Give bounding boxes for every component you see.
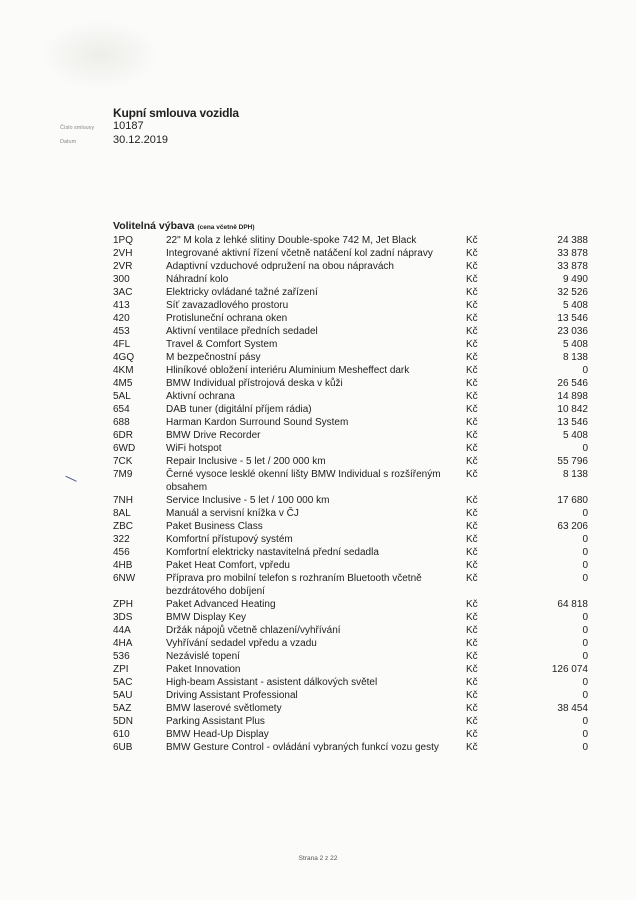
- equipment-price: 0: [582, 443, 588, 454]
- equipment-price: 13 546: [557, 313, 588, 324]
- equipment-description: Service Inclusive - 5 let / 100 000 km: [166, 495, 330, 506]
- faded-logo: [40, 20, 160, 90]
- equipment-price: 0: [582, 742, 588, 753]
- equipment-price: 8 138: [562, 469, 588, 480]
- equipment-currency: Kč: [466, 235, 478, 246]
- equipment-price: 5 408: [562, 430, 588, 441]
- equipment-description: BMW Individual přístrojová deska v kůži: [166, 378, 343, 389]
- equipment-description: BMW Display Key: [166, 612, 247, 623]
- equipment-row: [113, 403, 593, 416]
- equipment-currency: Kč: [466, 352, 478, 363]
- equipment-price: 0: [582, 690, 588, 701]
- equipment-currency: Kč: [466, 729, 478, 740]
- equipment-price: 126 074: [551, 664, 588, 675]
- equipment-currency: Kč: [466, 469, 478, 480]
- equipment-row: [113, 507, 593, 520]
- equipment-description: Hliníkové obložení interiéru Aluminium Mesheffect dark: [166, 365, 410, 376]
- equipment-description: Parking Assistant Plus: [166, 716, 265, 727]
- equipment-description: Paket Innovation: [166, 664, 241, 675]
- equipment-price: 32 526: [557, 287, 588, 298]
- equipment-description: Adaptivní vzduchové odpružení na obou nápravách: [166, 261, 394, 272]
- equipment-description: Komfortní přístupový systém: [166, 534, 293, 545]
- equipment-description: Harman Kardon Surround Sound System: [166, 417, 349, 428]
- equipment-currency: Kč: [466, 599, 478, 610]
- equipment-price: 5 408: [562, 339, 588, 350]
- equipment-code: 300: [113, 274, 130, 285]
- equipment-currency: Kč: [466, 313, 478, 324]
- equipment-currency: Kč: [466, 534, 478, 545]
- equipment-currency: Kč: [466, 300, 478, 311]
- document-title: Kupní smlouva vozidla: [113, 106, 239, 120]
- equipment-row: [113, 611, 593, 624]
- equipment-price: 0: [582, 534, 588, 545]
- contract-date: 30.12.2019: [113, 134, 169, 146]
- equipment-price: 14 898: [557, 391, 588, 402]
- equipment-description: Síť zavazadlového prostoru: [166, 300, 289, 311]
- equipment-price: 55 796: [557, 456, 588, 467]
- equipment-row: [113, 689, 593, 702]
- equipment-row: [113, 650, 593, 663]
- equipment-row: [113, 377, 593, 390]
- equipment-currency: Kč: [466, 365, 478, 376]
- equipment-row: [113, 312, 593, 325]
- equipment-price: 0: [582, 612, 588, 623]
- equipment-row: [113, 260, 593, 273]
- equipment-code: 1PQ: [113, 235, 134, 246]
- equipment-row: [113, 624, 593, 637]
- equipment-description: Paket Heat Comfort, vpředu: [166, 560, 290, 571]
- equipment-description: WiFi hotspot: [166, 443, 222, 454]
- equipment-code: 610: [113, 729, 130, 740]
- equipment-row: [113, 598, 593, 611]
- equipment-code: 5DN: [113, 716, 134, 727]
- equipment-currency: Kč: [466, 547, 478, 558]
- equipment-price: 17 680: [557, 495, 588, 506]
- equipment-code: 6WD: [113, 443, 136, 454]
- equipment-currency: Kč: [466, 443, 478, 454]
- equipment-description: Aktivní ochrana: [166, 391, 235, 402]
- equipment-currency: Kč: [466, 391, 478, 402]
- equipment-price: 64 818: [557, 599, 588, 610]
- equipment-currency: Kč: [466, 573, 478, 584]
- equipment-currency: Kč: [466, 677, 478, 688]
- equipment-description: Elektricky ovládané tažné zařízení: [166, 287, 318, 298]
- equipment-code: 4HB: [113, 560, 133, 571]
- equipment-row: [113, 442, 593, 455]
- equipment-code: 2VR: [113, 261, 133, 272]
- equipment-description: Příprava pro mobilní telefon s rozhraním Bluetooth včetně bezdrátového dobíjení: [166, 573, 422, 597]
- pen-mark: [63, 476, 76, 487]
- equipment-row: [113, 728, 593, 741]
- equipment-code: 4FL: [113, 339, 131, 350]
- equipment-row: [113, 416, 593, 429]
- equipment-code: 7NH: [113, 495, 134, 506]
- equipment-description: 22" M kola z lehké slitiny Double-spoke 742 M, Jet Black: [166, 235, 417, 246]
- equipment-price: 5 408: [562, 300, 588, 311]
- equipment-description: Travel & Comfort System: [166, 339, 278, 350]
- equipment-currency: Kč: [466, 378, 478, 389]
- equipment-currency: Kč: [466, 560, 478, 571]
- equipment-price: 0: [582, 625, 588, 636]
- equipment-price: 23 036: [557, 326, 588, 337]
- equipment-currency: Kč: [466, 404, 478, 415]
- equipment-description: BMW Head-Up Display: [166, 729, 269, 740]
- equipment-code: 4M5: [113, 378, 133, 389]
- equipment-price: 0: [582, 560, 588, 571]
- equipment-code: ZBC: [113, 521, 133, 532]
- equipment-description: Manuál a servisní knížka v ČJ: [166, 508, 299, 519]
- equipment-price: 33 878: [557, 248, 588, 259]
- equipment-code: 688: [113, 417, 130, 428]
- equipment-description: Komfortní elektricky nastavitelná přední sedadla: [166, 547, 379, 558]
- equipment-price: 0: [582, 573, 588, 584]
- equipment-row: [113, 715, 593, 728]
- equipment-code: 654: [113, 404, 130, 415]
- equipment-currency: Kč: [466, 690, 478, 701]
- equipment-description: BMW Drive Recorder: [166, 430, 261, 441]
- equipment-row: [113, 520, 593, 533]
- equipment-row: [113, 299, 593, 312]
- equipment-row: [113, 546, 593, 559]
- equipment-price: 0: [582, 651, 588, 662]
- equipment-currency: Kč: [466, 326, 478, 337]
- equipment-price: 0: [582, 716, 588, 727]
- equipment-row: [113, 572, 593, 598]
- equipment-code: 2VH: [113, 248, 133, 259]
- equipment-description: Driving Assistant Professional: [166, 690, 298, 701]
- equipment-currency: Kč: [466, 430, 478, 441]
- date-label: Datum: [60, 139, 77, 145]
- equipment-row: [113, 390, 593, 403]
- equipment-description: Protisluneční ochrana oken: [166, 313, 288, 324]
- equipment-price: 0: [582, 365, 588, 376]
- equipment-row: [113, 533, 593, 546]
- equipment-code: 4GQ: [113, 352, 135, 363]
- equipment-price: 9 490: [562, 274, 588, 285]
- equipment-code: 7CK: [113, 456, 133, 467]
- equipment-row: [113, 429, 593, 442]
- equipment-row: [113, 338, 593, 351]
- equipment-row: [113, 455, 593, 468]
- equipment-code: 5AL: [113, 391, 131, 402]
- equipment-row: [113, 741, 593, 754]
- equipment-row: [113, 559, 593, 572]
- equipment-row: [113, 702, 593, 715]
- equipment-code: 5AU: [113, 690, 133, 701]
- equipment-currency: Kč: [466, 703, 478, 714]
- equipment-description: Repair Inclusive - 5 let / 200 000 km: [166, 456, 326, 467]
- equipment-row: [113, 325, 593, 338]
- contract-number-label: Číslo smlouvy: [60, 125, 95, 131]
- equipment-price: 63 206: [557, 521, 588, 532]
- equipment-price: 0: [582, 547, 588, 558]
- equipment-currency: Kč: [466, 339, 478, 350]
- page-number: Strana 2 z 22: [298, 855, 338, 862]
- equipment-description: Držák nápojů včetně chlazení/vyhřívání: [166, 625, 341, 636]
- equipment-price: 33 878: [557, 261, 588, 272]
- equipment-currency: Kč: [466, 651, 478, 662]
- equipment-code: 420: [113, 313, 130, 324]
- equipment-currency: Kč: [466, 248, 478, 259]
- equipment-description: Nezávislé topení: [166, 651, 240, 662]
- equipment-currency: Kč: [466, 287, 478, 298]
- equipment-description: Paket Business Class: [166, 521, 263, 532]
- equipment-price: 8 138: [562, 352, 588, 363]
- equipment-code: ZPH: [113, 599, 133, 610]
- equipment-currency: Kč: [466, 261, 478, 272]
- equipment-description: Aktivní ventilace předních sedadel: [166, 326, 318, 337]
- equipment-row: [113, 247, 593, 260]
- equipment-currency: Kč: [466, 521, 478, 532]
- equipment-code: 413: [113, 300, 130, 311]
- equipment-currency: Kč: [466, 495, 478, 506]
- equipment-row: [113, 468, 593, 494]
- equipment-list: [113, 234, 593, 754]
- equipment-currency: Kč: [466, 612, 478, 623]
- equipment-code: 4HA: [113, 638, 133, 649]
- equipment-price: 0: [582, 508, 588, 519]
- equipment-code: 5AZ: [113, 703, 132, 714]
- equipment-currency: Kč: [466, 742, 478, 753]
- equipment-code: 453: [113, 326, 130, 337]
- equipment-currency: Kč: [466, 417, 478, 428]
- equipment-price: 0: [582, 677, 588, 688]
- equipment-currency: Kč: [466, 664, 478, 675]
- equipment-price: 13 546: [557, 417, 588, 428]
- equipment-description: High-beam Assistant - asistent dálkových světel: [166, 677, 378, 688]
- equipment-description: Integrované aktivní řízení včetně natáčení kol zadní nápravy: [166, 248, 433, 259]
- equipment-code: ZPI: [113, 664, 129, 675]
- section-note: (cena včetně DPH): [197, 224, 255, 231]
- equipment-description: BMW Gesture Control - ovládání vybraných funkcí vozu gesty: [166, 742, 439, 753]
- equipment-currency: Kč: [466, 625, 478, 636]
- equipment-code: 44A: [113, 625, 131, 636]
- equipment-price: 26 546: [557, 378, 588, 389]
- equipment-row: [113, 637, 593, 650]
- equipment-code: 536: [113, 651, 130, 662]
- equipment-code: 3AC: [113, 287, 133, 298]
- equipment-row: [113, 494, 593, 507]
- equipment-code: 4KM: [113, 365, 134, 376]
- equipment-currency: Kč: [466, 716, 478, 727]
- section-heading: [113, 220, 255, 232]
- equipment-currency: Kč: [466, 638, 478, 649]
- equipment-price: 24 388: [557, 235, 588, 246]
- equipment-description: BMW laserové světlomety: [166, 703, 282, 714]
- equipment-code: 456: [113, 547, 130, 558]
- equipment-row: [113, 364, 593, 377]
- section-title: Volitelná výbava: [113, 220, 195, 232]
- equipment-code: 6UB: [113, 742, 133, 753]
- equipment-code: 5AC: [113, 677, 133, 688]
- equipment-code: 3DS: [113, 612, 133, 623]
- equipment-code: 6NW: [113, 573, 136, 584]
- equipment-code: 6DR: [113, 430, 134, 441]
- contract-number: 10187: [113, 120, 144, 132]
- equipment-row: [113, 273, 593, 286]
- equipment-row: [113, 234, 593, 247]
- equipment-row: [113, 286, 593, 299]
- equipment-description: Náhradní kolo: [166, 274, 229, 285]
- equipment-price: 38 454: [557, 703, 588, 714]
- equipment-code: 8AL: [113, 508, 131, 519]
- equipment-row: [113, 663, 593, 676]
- equipment-code: 7M9: [113, 469, 133, 480]
- equipment-code: 322: [113, 534, 130, 545]
- equipment-currency: Kč: [466, 508, 478, 519]
- equipment-description: Černé vysoce lesklé okenní lišty BMW Individual s rozšířeným obsahem: [166, 469, 441, 493]
- equipment-description: DAB tuner (digitální příjem rádia): [166, 404, 312, 415]
- equipment-row: [113, 351, 593, 364]
- equipment-currency: Kč: [466, 456, 478, 467]
- equipment-description: Paket Advanced Heating: [166, 599, 276, 610]
- equipment-currency: Kč: [466, 274, 478, 285]
- equipment-description: M bezpečnostní pásy: [166, 352, 261, 363]
- equipment-price: 10 842: [557, 404, 588, 415]
- equipment-price: 0: [582, 729, 588, 740]
- equipment-row: [113, 676, 593, 689]
- equipment-description: Vyhřívání sedadel vpředu a vzadu: [166, 638, 317, 649]
- equipment-price: 0: [582, 638, 588, 649]
